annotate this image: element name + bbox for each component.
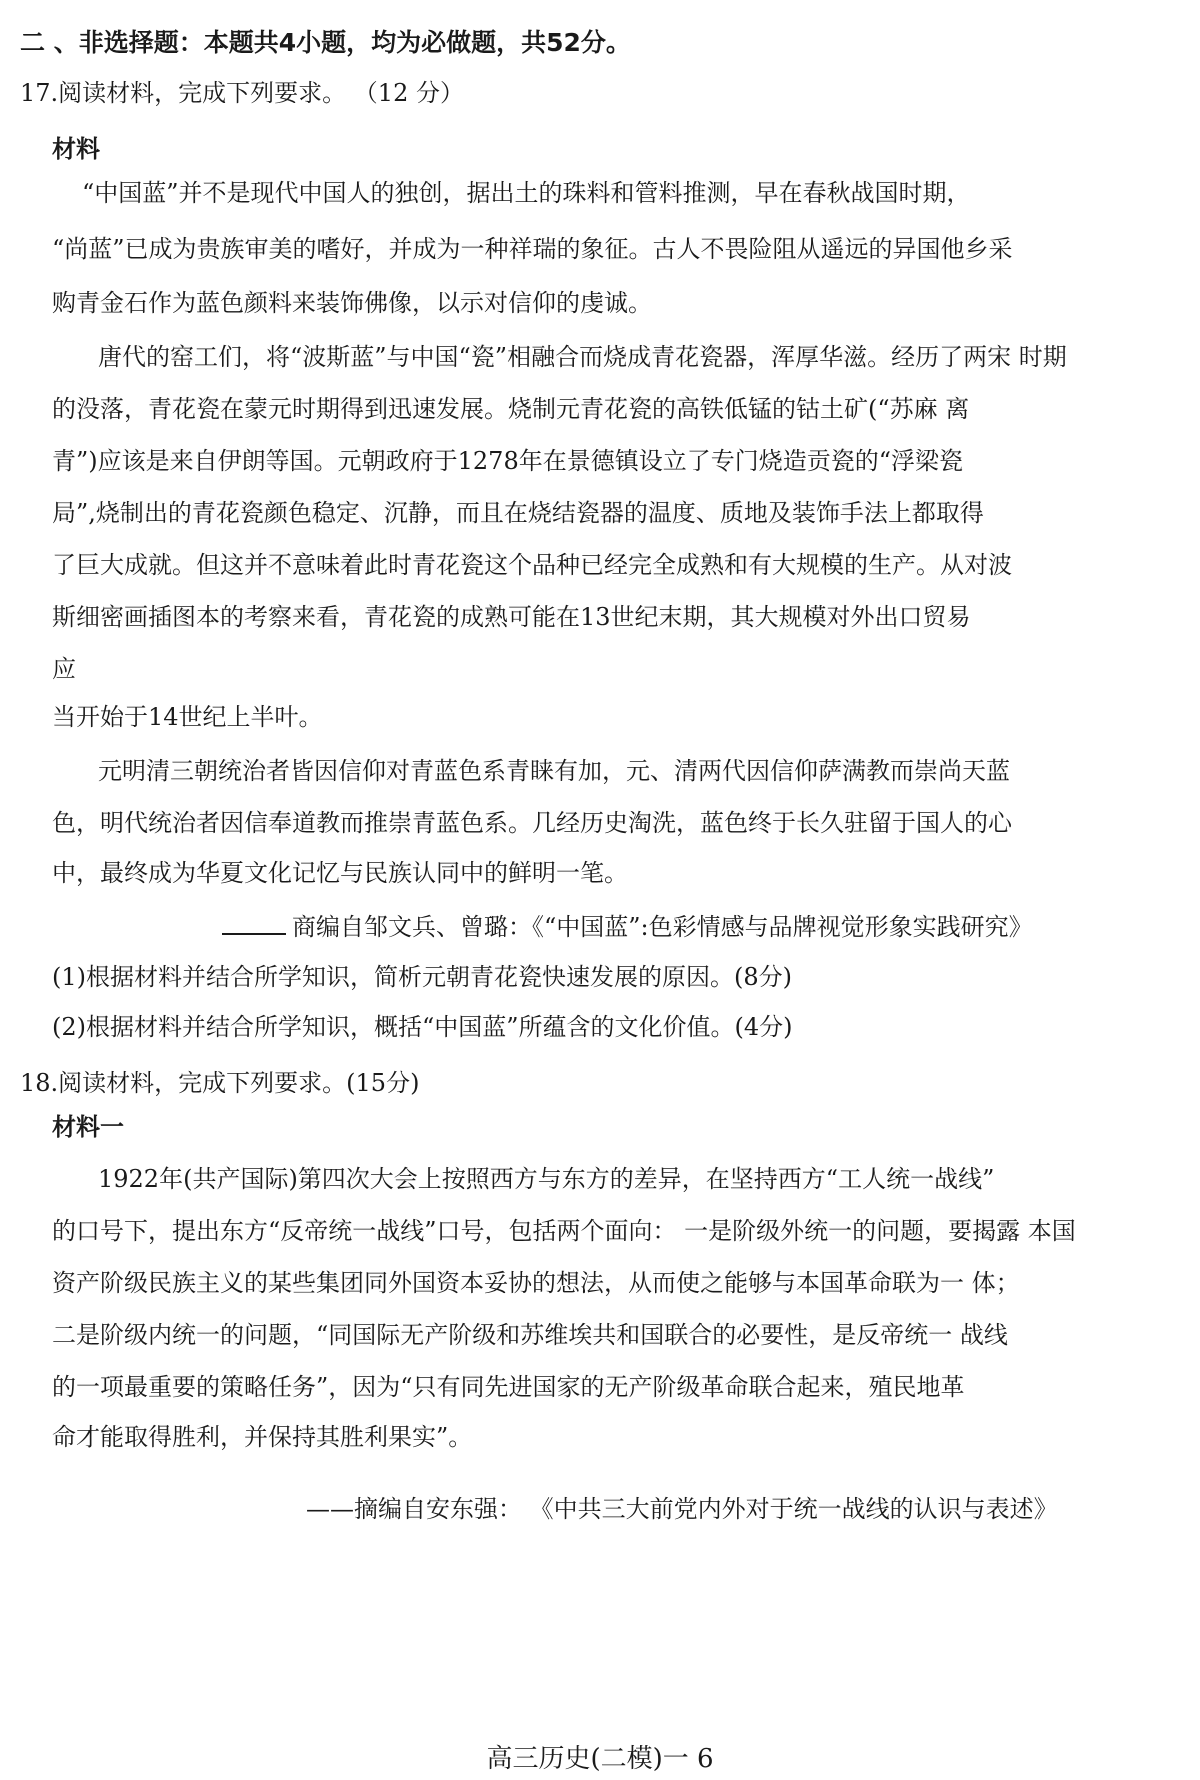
q18-paragraph-line: 二是阶级内统一的问题，“同国际无产阶级和苏维埃共和国联合的必要性，是反帝统一 战线 bbox=[52, 1321, 1008, 1349]
q17-paragraph-2-line: 了巨大成就。但这并不意味着此时青花瓷这个品种已经完全成熟和有大规模的生产。从对波 bbox=[52, 551, 1012, 579]
q17-paragraph-1-line: “尚蓝”已成为贵族审美的嗜好，并成为一种祥瑞的象征。古人不畏险阻从遥远的异国他乡采 bbox=[52, 235, 1013, 263]
underline-blank bbox=[222, 913, 286, 935]
q17-paragraph-3-line: 色，明代统治者因信奉道教而推崇青蓝色系。几经历史淘洗，蓝色终于长久驻留于国人的心 bbox=[52, 809, 1012, 837]
page-footer: 高三历史(二模)一 6 bbox=[486, 1744, 714, 1774]
q17-subquestion-1: (1)根据材料并结合所学知识，简析元朝青花瓷快速发展的原因。(8分) bbox=[52, 963, 792, 991]
q17-paragraph-1-line: “中国蓝”并不是现代中国人的独创，据出土的珠料和管料推测，早在春秋战国时期， bbox=[82, 179, 971, 207]
material-label: 材料 bbox=[52, 135, 100, 163]
q17-paragraph-1-line: 购青金石作为蓝色颜料来装饰佛像，以示对信仰的虔诚。 bbox=[52, 289, 652, 317]
q17-paragraph-2-line: 局”,烧制出的青花瓷颜色稳定、沉静，而且在烧结瓷器的温度、质地及装饰手法上都取得 bbox=[52, 499, 984, 527]
q18-paragraph-line: 的一项最重要的策略任务”，因为“只有同先进国家的无产阶级革命联合起来，殖民地革 bbox=[52, 1373, 965, 1401]
q17-paragraph-3-line: 中，最终成为华夏文化记忆与民族认同中的鲜明一笔。 bbox=[52, 859, 628, 887]
q17-paragraph-2-line: 应 bbox=[52, 655, 76, 683]
q17-paragraph-3-line: 元明清三朝统治者皆因信仰对青蓝色系青睐有加，元、清两代因信仰萨满教而崇尚天蓝 bbox=[98, 757, 1010, 785]
q17-paragraph-2-line: 当开始于14世纪上半叶。 bbox=[52, 703, 323, 731]
q18-source-citation: ——摘编自安东强： 《中共三大前党内外对于统一战线的认识与表述》 bbox=[306, 1495, 1058, 1523]
section-heading: 二 、非选择题：本题共4小题，均为必做题，共52分。 bbox=[20, 28, 631, 57]
q17-paragraph-2-line: 斯细密画插图本的考察来看，青花瓷的成熟可能在13世纪末期，其大规模对外出口贸易 bbox=[52, 603, 971, 631]
q18-paragraph-line: 的口号下，提出东方“反帝统一战线”口号，包括两个面向： 一是阶级外统一的问题，要揭露 本国 bbox=[52, 1217, 1076, 1245]
q17-source-citation bbox=[222, 912, 1033, 942]
q18-paragraph-line: 1922年(共产国际)第四次大会上按照西方与东方的差异，在坚持西方“工人统一战线” bbox=[98, 1165, 995, 1193]
question-18-title: 18.阅读材料，完成下列要求。(15分) bbox=[20, 1069, 420, 1097]
material-one-label: 材料一 bbox=[52, 1113, 124, 1141]
q17-subquestion-2: (2)根据材料并结合所学知识，概括“中国蓝”所蕴含的文化价值。(4分) bbox=[52, 1013, 793, 1041]
q18-paragraph-line: 资产阶级民族主义的某些集团同外国资本妥协的想法，从而使之能够与本国革命联为一 体； bbox=[52, 1269, 1020, 1297]
q17-paragraph-2-line: 青”)应该是来自伊朗等国。元朝政府于1278年在景德镇设立了专门烧造贡瓷的“浮梁瓷 bbox=[52, 447, 963, 475]
q17-paragraph-2-line: 唐代的窑工们，将“波斯蓝”与中国“瓷”相融合而烧成青花瓷器，浑厚华滋。经历了两宋 时期 bbox=[98, 343, 1067, 371]
q17-paragraph-2-line: 的没落，青花瓷在蒙元时期得到迅速发展。烧制元青花瓷的高铁低锰的钴土矿(“苏麻 离 bbox=[52, 395, 970, 423]
source-text: 商编自邹文兵、曾璐：《“中国蓝”:色彩情感与品牌视觉形象实践研究》 bbox=[292, 913, 1033, 941]
q18-paragraph-line: 命才能取得胜利，并保持其胜利果实”。 bbox=[52, 1423, 473, 1451]
question-17-title: 17.阅读材料，完成下列要求。 （12 分） bbox=[20, 79, 464, 107]
